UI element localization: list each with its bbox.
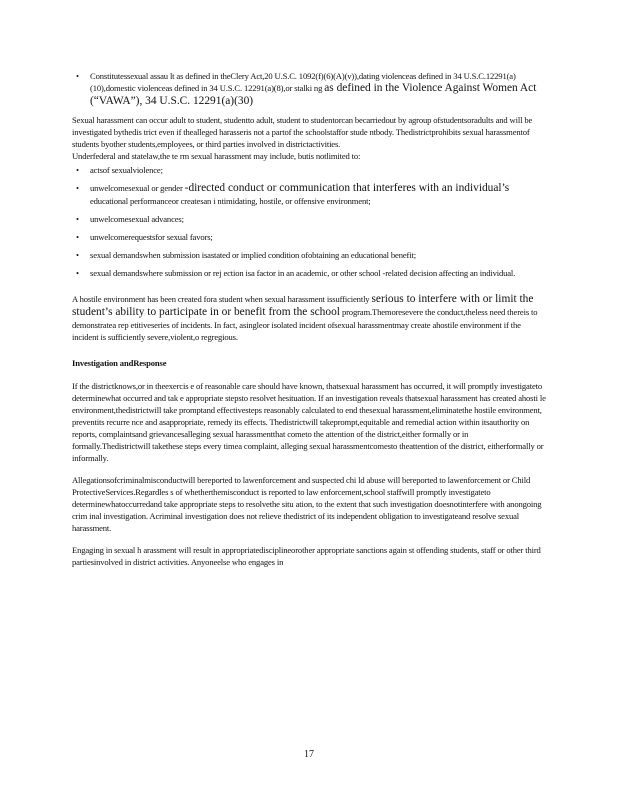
- list-item: [72, 70, 548, 108]
- page-number: 17: [304, 749, 314, 760]
- allegations-paragraph: Allegationsofcriminalmisconductwill bereported to lawenforcement and suspected chi ld abuse will bereported to lawenforcement or Child ProtectiveServices.Regardles s of whetherthemisconduct is reported to law enforcement,school staffwill promptly investigateto determinewhatoccurredand take appropriate steps to resolvethe situ ation, to the extent that such investigation doesnotinterfere with anongoing crim inal investigation. Acriminal investigation does not relieve thedistrict of its independent obligation to investigateand resolve sexual harassment.: [72, 475, 542, 533]
- list-item: • sexual demandswhen submission isastated or implied condition ofobtaining an educational benefit;: [72, 249, 548, 261]
- hostile-environment-paragraph: A hostile environment has been created fora student when sexual harassment issufficiently serious to interfere with or limit the student’s ability to participate in or benefit from the school program.Themoresevere the conduct,theless need thereis to demonstratea rep etitiveseries of incidents. In fact, asingleor isolated incident ofsexual harassmentmay create ahostile environment if the incident is sufficiently severe,violent,o regregious.: [72, 293, 538, 342]
- district-knows-paragraph: If the districtknows,or in theexercis e of reasonable care should have known, thatsexual harassment has occurred, it will promptly investigateto determinewhat occurred and tak e appropriate stepsto resolvet hesituation. If an investigation reveals thatsexual harassment has created ahosti le environment,thedistrictwill take promptand effectivesteps reasonably calculated to end thesexual harassment,eliminatethe hostile environment, preventits recurre nce and asappropriate, remedy its effects. Thedistrictwill takeprompt,equitable and remedial action within itsauthority on reports, complaintsand grievancesalleging sexual harassmentthat cometo the attention of the district,either formally or in formally.Thedistrictwill takethese steps every timea complaint, alleging sexual harassmentcomesto theattention of the district, eitherformally or informally.: [72, 381, 546, 463]
- list-item: • unwelcomesexual advances;: [72, 213, 548, 225]
- list-item: • unwelcomesexual or gender -directed conduct or communication that interferes with an individual’s educational performanceor createsan i ntimidating, hostile, or offensive environment;: [72, 182, 548, 207]
- list-item: • unwelcomerequestsfor sexual favors;: [72, 231, 548, 243]
- harassment-list: [72, 164, 548, 279]
- section-heading: Investigation andResponse: [72, 358, 167, 368]
- definition-text-large: as defined in the Violence Against Women Act (“VAWA”), 34 U.S.C. 12291(a)(30): [90, 82, 537, 107]
- list-item: • actsof sexualviolence;: [72, 164, 548, 176]
- sexual-harassment-paragraph: Sexual harassment can occur adult to student, studentto adult, student to studentorcan becarriedout by agroup ofstudentsoradults and will be investigated bythedis trict even if thealleged harasseris not a partof the schoolstaffor stude ntbody. Thedistrictprohibits sexual harassmentof students byother students,employees, or third parties involved in districtactivities.: [72, 115, 533, 149]
- page-content: [72, 70, 548, 568]
- definition-text: Constitutessexual assau lt as defined in theClery Act,20 U.S.C. 1092(f)(6)(A)(v)),dating violenceas defined in 34 U.S.C.12291(a)(10),domestic violenceas defined in 34 U.S.C. 12291(a)(8),or stalki ng: [90, 71, 516, 93]
- under-law-paragraph: Underfederal and statelaw,the te rm sexual harassment may include, butis notlimited to:: [72, 151, 361, 161]
- list-item: • sexual demandswhere submission or rej ection isa factor in an academic, or other school -related decision affecting an individual.: [72, 267, 548, 279]
- engaging-paragraph: Engaging in sexual h arassment will result in appropriatedisciplineorother appropriate sanctions again st offending students, staff or other third partiesinvolved in district activities. Anyoneelse who engages in: [72, 545, 541, 567]
- definition-list: [72, 70, 548, 108]
